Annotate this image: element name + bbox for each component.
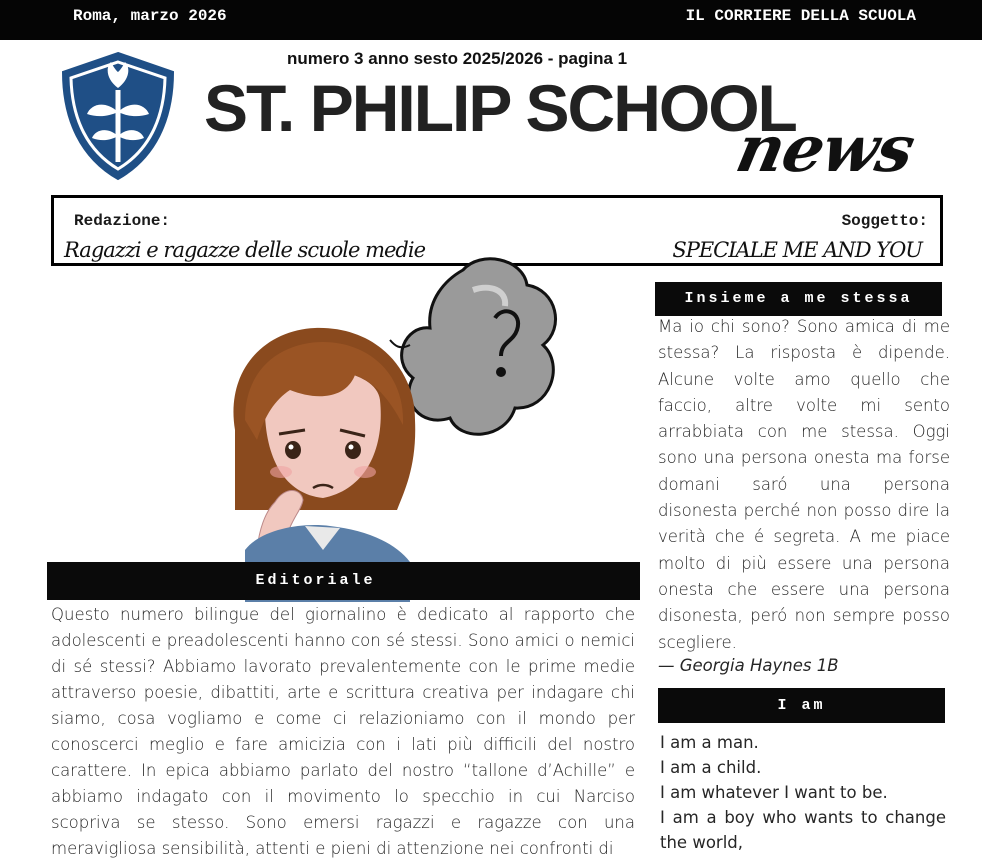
editoriale-heading-bar xyxy=(47,562,640,600)
issue-line: numero 3 anno sesto 2025/2026 - pagina 1 xyxy=(287,49,628,68)
location-date: Roma, marzo 2026 xyxy=(73,7,227,25)
insieme-text: Ma io chi sono? Sono amica di me stessa? La risposta è dipende. Alcune volte amo quello che faccio, altre volte mi sento arrabbiata con me stessa. Oggi sono una persona onesta ma forse domani saró una persona disonesta perché non posso dire la verità che é segreta. A me piace molto di più essere una persona onesta che essere una persona disonesta, peró non sempre posso scegliere. xyxy=(658,317,950,652)
poem-line: I am a boy who wants to change the world, xyxy=(660,808,946,852)
insieme-heading-bar xyxy=(655,282,942,316)
insieme-signature: — Georgia Haynes 1B xyxy=(658,656,839,675)
iam-heading-bar xyxy=(658,688,945,723)
editoriale-heading: Editoriale xyxy=(255,572,376,589)
top-bar xyxy=(0,0,982,40)
redazione-label: Redazione: xyxy=(74,212,171,230)
poem-line: I am whatever I want to be. xyxy=(660,783,888,802)
redazione-value: Ragazzi e ragazze delle scuole medie xyxy=(64,238,426,262)
paper-name: IL CORRIERE DELLA SCUOLA xyxy=(685,7,916,25)
poem-line: I am a child. xyxy=(660,758,762,777)
insieme-heading: Insieme a me stessa xyxy=(684,290,913,307)
thinking-girl-illustration xyxy=(205,250,585,602)
masthead-subtitle: news xyxy=(730,112,921,187)
iam-heading: I am xyxy=(777,697,826,714)
iam-poem xyxy=(660,730,946,855)
poem-line: I am a man. xyxy=(660,733,759,752)
shield-flower-icon xyxy=(57,50,179,182)
editoriale-text: Questo numero bilingue del giornalino è dedicato al rapporto che adolescenti e preadolescenti hanno con sé stessi. Sono amici o nemici di sé stessi? Abbiamo lavorato prevalentemente con le prime medie attraverso poesie, dibattiti, arte e scrittura creativa per indagare chi siamo, cosa vogliamo e come ci relazioniamo con il mondo per conoscerci meglio e fare amicizia con i lati più difficili del nostro carattere. In epica abbiamo parlato del nostro “tallone d’Achille” e abbiamo indagato con il movimento lo specchio in cui Narciso scopriva se stesso. Sono emersi ragazzi e ragazze con una meravigliosa sensibilità, attenti e pieni di attenzione nei confronti di xyxy=(51,605,635,858)
soggetto-label: Soggetto: xyxy=(841,212,928,230)
soggetto-value: SPECIALE ME AND YOU xyxy=(672,238,922,262)
masthead-title: ST. PHILIP SCHOOL xyxy=(204,71,796,145)
